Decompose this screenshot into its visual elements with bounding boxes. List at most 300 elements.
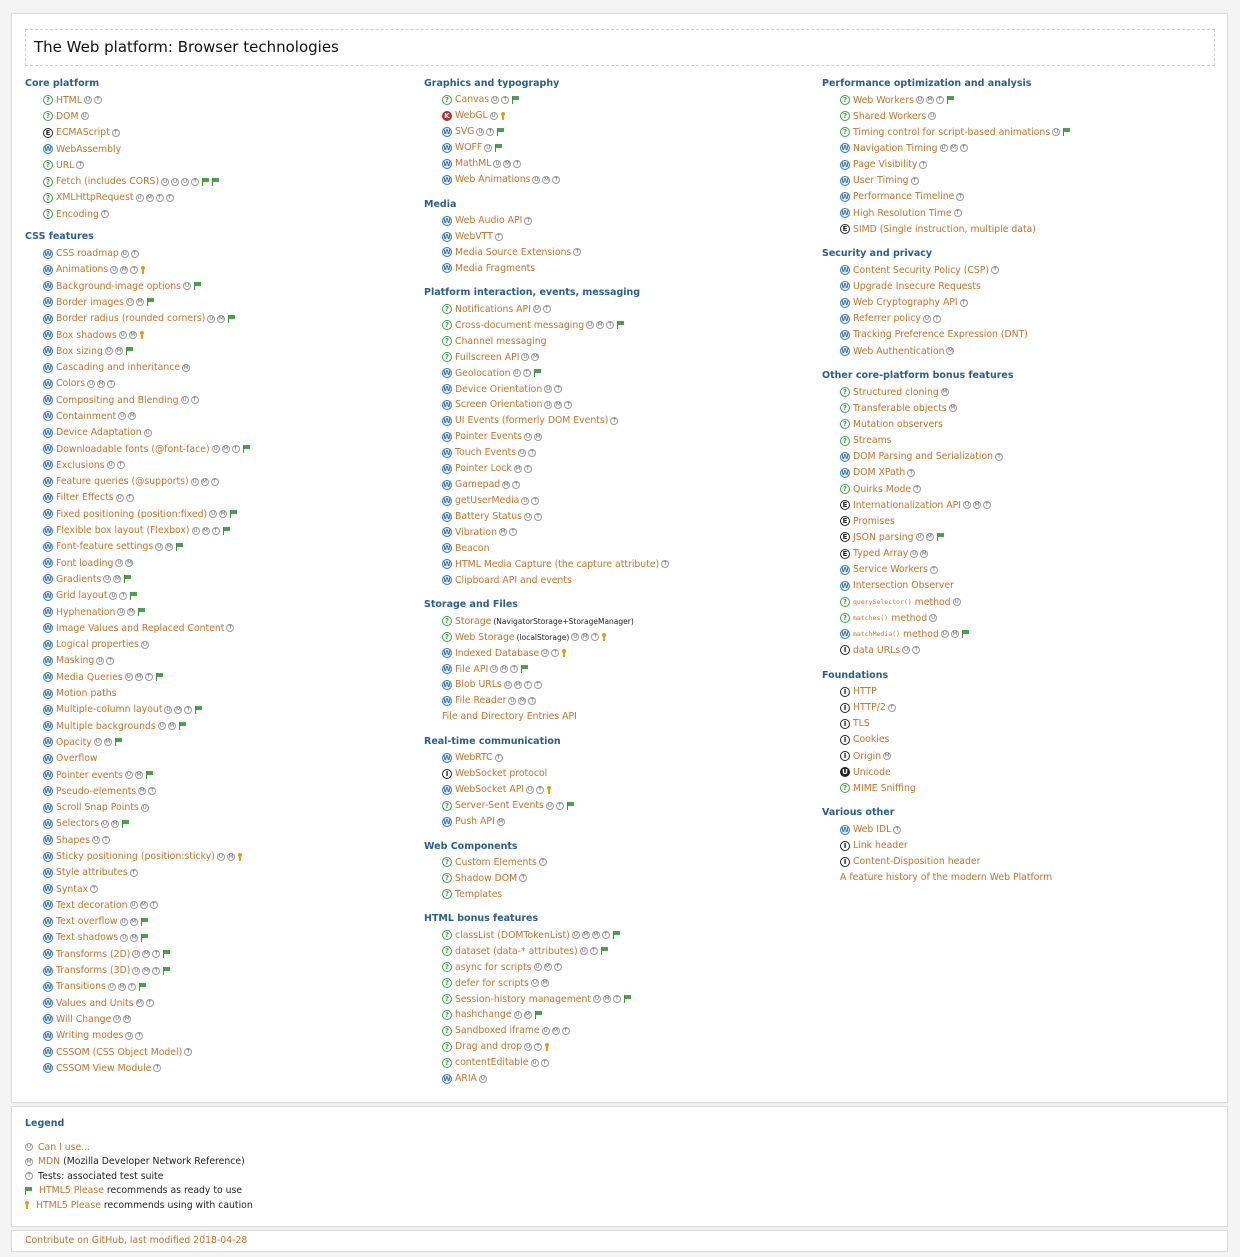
tests-icon[interactable]: T — [613, 995, 621, 1003]
feature-link[interactable]: Font loading — [56, 557, 114, 569]
mdn-icon[interactable]: M — [228, 853, 234, 860]
feature-link[interactable]: Masking — [56, 655, 95, 667]
mdn-icon[interactable]: M — [131, 918, 137, 925]
feature-link[interactable]: Channel messaging — [455, 335, 547, 347]
tests-icon[interactable]: T — [541, 1059, 549, 1067]
feature-link[interactable]: Web Animations — [455, 174, 531, 186]
tests-icon[interactable]: T — [510, 665, 518, 673]
feature-link[interactable]: Pointer events — [56, 769, 123, 781]
feature-link[interactable]: Cascading and inheritance — [56, 362, 181, 374]
feature-link[interactable]: Intersection Observer — [853, 580, 954, 592]
feature-link[interactable]: WebAssembly — [56, 143, 122, 155]
caniuse-icon[interactable]: U — [523, 497, 528, 504]
feature-link[interactable]: Beacon — [455, 542, 490, 554]
mdn-icon[interactable]: M — [144, 951, 149, 958]
caniuse-icon[interactable]: U — [218, 853, 223, 860]
caniuse-icon[interactable]: U — [127, 1032, 132, 1039]
caniuse-icon[interactable]: U — [523, 354, 528, 361]
feature-link[interactable]: Media Queries — [56, 671, 123, 683]
mdn-icon[interactable]: M — [556, 401, 561, 408]
feature-link[interactable]: SVG — [455, 126, 475, 138]
legend-link[interactable]: HTML5 Please — [36, 1199, 101, 1211]
feature-link[interactable]: Tracking Preference Expression (DNT) — [853, 329, 1028, 341]
feature-link[interactable]: Selectors — [56, 818, 100, 830]
mdn-icon[interactable]: M — [950, 405, 956, 412]
tests-icon[interactable]: T — [590, 947, 598, 955]
mdn-icon[interactable]: M — [582, 634, 588, 641]
tests-icon[interactable]: T — [131, 250, 139, 258]
caniuse-icon[interactable]: U — [193, 527, 198, 534]
mdn-icon[interactable]: M — [515, 681, 521, 688]
tests-icon[interactable]: T — [610, 417, 618, 425]
feature-link[interactable]: Templates — [455, 888, 503, 900]
tests-icon[interactable]: T — [226, 624, 234, 632]
caniuse-icon[interactable]: U — [495, 160, 500, 167]
feature-link[interactable]: Cross-document messaging — [455, 319, 585, 331]
feature-link[interactable]: File API — [455, 663, 489, 675]
caniuse-icon[interactable]: U — [510, 697, 515, 704]
caniuse-icon[interactable]: U — [588, 322, 593, 329]
feature-link[interactable]: Filter Effects — [56, 492, 114, 504]
legend-link[interactable]: MDN — [38, 1156, 61, 1168]
caniuse-icon[interactable]: U — [954, 599, 959, 605]
tests-icon[interactable]: T — [983, 501, 991, 509]
tests-icon[interactable]: T — [523, 369, 531, 377]
caniuse-icon[interactable]: U — [213, 446, 218, 453]
tests-icon[interactable]: T — [554, 963, 562, 971]
caniuse-icon[interactable]: U — [85, 97, 90, 104]
caniuse-icon[interactable]: U — [159, 723, 164, 730]
tests-icon[interactable]: T — [591, 633, 599, 641]
tests-icon[interactable]: T — [528, 697, 536, 705]
caniuse-icon[interactable]: U — [142, 641, 147, 648]
caniuse-icon[interactable]: U — [145, 429, 150, 436]
feature-link[interactable]: Overflow — [56, 753, 98, 765]
tests-icon[interactable]: T — [539, 858, 547, 866]
feature-link[interactable]: Blob URLs — [455, 679, 502, 691]
tests-icon[interactable]: T — [184, 706, 192, 714]
feature-link[interactable]: Border images — [56, 296, 124, 308]
mdn-icon[interactable]: M — [927, 97, 933, 104]
tests-icon[interactable]: T — [956, 193, 964, 201]
feature-link[interactable]: Custom Elements — [455, 856, 537, 868]
mdn-icon[interactable]: M — [137, 299, 143, 306]
feature-link[interactable]: Gradients — [56, 573, 102, 585]
feature-link[interactable]: method — [891, 612, 928, 624]
feature-link[interactable]: Mutation observers — [853, 418, 943, 430]
caniuse-icon[interactable]: U — [480, 1075, 485, 1082]
mdn-icon[interactable]: M — [169, 723, 175, 730]
tests-icon[interactable]: T — [509, 528, 517, 536]
tests-icon[interactable]: T — [524, 217, 532, 225]
caniuse-icon[interactable]: U — [520, 449, 525, 456]
caniuse-icon[interactable]: U — [942, 631, 947, 638]
tests-icon[interactable]: T — [145, 673, 153, 681]
caniuse-icon[interactable]: U — [122, 250, 127, 257]
caniuse-icon[interactable]: U — [573, 634, 578, 641]
feature-link[interactable]: Writing modes — [56, 1030, 124, 1042]
tests-icon[interactable]: T — [486, 128, 494, 136]
caniuse-icon[interactable]: U — [112, 266, 117, 273]
feature-link[interactable]: Cookies — [853, 734, 890, 746]
tests-icon[interactable]: T — [562, 1027, 570, 1035]
feature-link[interactable]: DOM Parsing and Serialization — [853, 451, 994, 463]
caniuse-icon[interactable]: U — [535, 964, 540, 971]
tests-icon[interactable]: T — [211, 478, 219, 486]
mdn-icon[interactable]: M — [129, 413, 135, 420]
tests-icon[interactable]: T — [76, 161, 84, 169]
feature-link[interactable]: Style attributes — [56, 867, 128, 879]
caniuse-icon[interactable]: U — [904, 647, 909, 654]
mdn-icon[interactable]: M — [144, 967, 149, 974]
feature-link[interactable]: Values and Units — [56, 997, 134, 1009]
feature-link[interactable]: Referrer policy — [853, 313, 921, 325]
tests-icon[interactable]: T — [911, 177, 919, 185]
caniuse-icon[interactable]: U — [930, 113, 935, 120]
caniuse-icon[interactable]: U — [134, 967, 139, 974]
feature-link[interactable]: hashchange — [455, 1009, 512, 1021]
tests-icon[interactable]: T — [135, 1032, 143, 1040]
caniuse-icon[interactable]: U — [106, 348, 111, 355]
mdn-icon[interactable]: M — [533, 354, 538, 361]
tests-icon[interactable]: T — [551, 649, 559, 657]
feature-link[interactable]: Font-feature settings — [56, 541, 154, 553]
caniuse-icon[interactable]: U — [183, 178, 188, 185]
caniuse-icon[interactable]: U — [111, 592, 116, 599]
tests-icon[interactable]: T — [933, 315, 941, 323]
mdn-icon[interactable]: M — [119, 983, 125, 990]
feature-link[interactable]: URL — [56, 159, 75, 171]
mdn-icon[interactable]: M — [951, 145, 956, 152]
caniuse-icon[interactable]: U — [532, 1059, 537, 1066]
legend-link[interactable]: HTML5 Please — [39, 1185, 104, 1197]
tests-icon[interactable]: T — [919, 161, 927, 169]
tests-icon[interactable]: T — [152, 950, 160, 958]
feature-code[interactable]: matches() — [853, 614, 889, 623]
tests-icon[interactable]: T — [534, 681, 542, 689]
feature-link[interactable]: Service Workers — [853, 564, 928, 576]
tests-icon[interactable]: T — [602, 931, 610, 939]
mdn-icon[interactable]: M — [952, 631, 958, 638]
tests-icon[interactable]: T — [112, 129, 120, 137]
mdn-icon[interactable]: M — [535, 433, 541, 440]
feature-link[interactable]: Scroll Snap Points — [56, 802, 139, 814]
mdn-icon[interactable]: M — [130, 332, 136, 338]
caniuse-icon[interactable]: U — [127, 299, 132, 306]
tests-icon[interactable]: T — [534, 1043, 542, 1051]
mdn-icon[interactable]: M — [948, 348, 953, 355]
tests-icon[interactable]: T — [146, 999, 154, 1007]
tests-icon[interactable]: T — [101, 210, 109, 218]
caniuse-icon[interactable]: U — [546, 401, 551, 408]
feature-link[interactable]: Link header — [853, 840, 908, 852]
mdn-icon[interactable]: M — [542, 980, 548, 987]
feature-link[interactable]: Streams — [853, 435, 892, 447]
feature-link[interactable]: Flexible box layout (Flexbox) — [56, 525, 190, 537]
feature-link[interactable]: Web Audio API — [455, 215, 523, 227]
feature-link[interactable]: Logical properties — [56, 639, 139, 651]
feature-link[interactable]: Sticky positioning (position:sticky) — [56, 851, 215, 862]
tests-icon[interactable]: T — [148, 787, 156, 795]
mdn-icon[interactable]: M — [139, 788, 145, 795]
feature-link[interactable]: Pointer Events — [455, 431, 523, 443]
mdn-icon[interactable]: M — [515, 465, 521, 472]
mdn-icon[interactable]: M — [116, 348, 122, 355]
tests-icon[interactable]: T — [991, 266, 999, 274]
feature-link[interactable]: Typed Array — [853, 548, 909, 560]
feature-link[interactable]: Text decoration — [56, 899, 128, 911]
feature-link[interactable]: method — [914, 596, 951, 608]
tests-icon[interactable]: T — [232, 445, 240, 453]
feature-link[interactable]: Canvas — [455, 94, 490, 106]
mdn-icon[interactable]: M — [136, 674, 142, 681]
feature-link[interactable]: contentEditable — [455, 1057, 529, 1069]
caniuse-icon[interactable]: U — [1054, 129, 1059, 136]
caniuse-icon[interactable]: U — [89, 380, 94, 387]
legend-link[interactable]: Can I use... — [38, 1141, 91, 1153]
caniuse-icon[interactable]: U — [917, 97, 922, 104]
mdn-icon[interactable]: M — [520, 697, 525, 704]
caniuse-icon[interactable]: U — [573, 932, 578, 939]
tests-icon[interactable]: T — [528, 449, 536, 457]
caniuse-icon[interactable]: U — [120, 413, 125, 420]
caniuse-icon[interactable]: U — [505, 681, 510, 688]
tests-icon[interactable]: T — [954, 209, 962, 217]
caniuse-icon[interactable]: U — [26, 1144, 32, 1151]
mdn-icon[interactable]: M — [501, 666, 507, 673]
feature-link[interactable]: Content Security Policy (CSP) — [853, 264, 990, 276]
caniuse-icon[interactable]: U — [478, 128, 483, 135]
feature-link[interactable]: data URLs — [853, 644, 901, 656]
mdn-icon[interactable]: M — [183, 364, 189, 371]
caniuse-icon[interactable]: U — [126, 674, 131, 681]
mdn-icon[interactable]: M — [176, 706, 181, 713]
feature-link[interactable]: Containment — [56, 410, 117, 422]
feature-link[interactable]: SIMD (Single instruction, multiple data) — [853, 223, 1036, 235]
feature-link[interactable]: method — [902, 628, 939, 640]
feature-link[interactable]: HTML Media Capture (the capture attribute) — [455, 558, 660, 570]
tests-icon[interactable]: T — [90, 885, 98, 893]
mdn-icon[interactable]: M — [921, 550, 927, 557]
mdn-icon[interactable]: M — [498, 818, 504, 825]
mdn-icon[interactable]: M — [147, 194, 152, 201]
caniuse-icon[interactable]: U — [941, 145, 946, 152]
caniuse-icon[interactable]: U — [532, 980, 537, 987]
feature-link[interactable]: Content-Disposition header — [853, 856, 981, 868]
mdn-icon[interactable]: M — [131, 934, 137, 941]
feature-link[interactable]: Opacity — [56, 736, 92, 748]
mdn-icon[interactable]: M — [604, 996, 610, 1003]
tests-icon[interactable]: T — [107, 380, 115, 388]
caniuse-icon[interactable]: U — [122, 934, 127, 941]
feature-link[interactable]: Vibration — [455, 526, 497, 538]
caniuse-icon[interactable]: U — [924, 315, 929, 322]
tests-icon[interactable]: T — [960, 144, 968, 152]
feature-link[interactable]: Border radius (rounded corners) — [56, 313, 206, 325]
tests-icon[interactable]: T — [661, 560, 669, 568]
tests-icon[interactable]: T — [126, 494, 134, 502]
caniuse-icon[interactable]: U — [595, 996, 600, 1003]
feature-link[interactable]: Device Orientation — [455, 383, 543, 395]
feature-link[interactable]: Downloadable fonts (@font-face) — [56, 443, 210, 455]
mdn-icon[interactable]: M — [112, 820, 118, 827]
caniuse-icon[interactable]: U — [157, 543, 162, 550]
mdn-icon[interactable]: M — [583, 932, 589, 939]
feature-link[interactable]: Shapes — [56, 834, 90, 846]
tests-icon[interactable]: T — [524, 681, 532, 689]
tests-icon[interactable]: T — [130, 266, 138, 274]
tests-icon[interactable]: T — [534, 513, 542, 521]
tests-icon[interactable]: T — [519, 874, 527, 882]
tests-icon[interactable]: T — [554, 385, 562, 393]
mdn-icon[interactable]: M — [202, 478, 207, 485]
caniuse-icon[interactable]: U — [514, 370, 519, 377]
feature-link[interactable]: Navigation Timing — [853, 142, 938, 154]
tests-icon[interactable]: T — [573, 248, 581, 256]
caniuse-icon[interactable]: U — [173, 178, 178, 185]
feature-link[interactable]: Touch Events — [455, 447, 517, 459]
caniuse-icon[interactable]: U — [103, 820, 108, 827]
feature-link[interactable]: Background-image options — [56, 280, 181, 292]
tests-icon[interactable]: T — [930, 566, 938, 574]
feature-link[interactable]: Battery Status — [455, 511, 522, 523]
caniuse-icon[interactable]: U — [182, 397, 187, 404]
caniuse-icon[interactable]: U — [525, 513, 531, 520]
feature-link[interactable]: CSSOM View Module — [56, 1062, 152, 1074]
mdn-icon[interactable]: M — [129, 609, 134, 616]
tests-icon[interactable]: T — [119, 592, 127, 600]
feature-link[interactable]: UI Events (formerly DOM Events) — [455, 415, 609, 427]
feature-link[interactable]: DOM XPath — [853, 467, 906, 479]
tests-icon[interactable]: T — [888, 704, 896, 712]
feature-link[interactable]: Clipboard API and events — [455, 574, 572, 586]
tests-icon[interactable]: T — [102, 836, 110, 844]
caniuse-icon[interactable]: U — [491, 112, 496, 119]
tests-icon[interactable]: T — [552, 176, 560, 184]
feature-link[interactable]: HTTP/2 — [853, 702, 886, 714]
mdn-icon[interactable]: M — [503, 481, 509, 488]
feature-link[interactable]: User Timing — [853, 175, 909, 187]
feature-link[interactable]: classList (DOMTokenList) — [455, 929, 570, 941]
feature-link[interactable]: WebVTT — [455, 231, 493, 243]
caniuse-icon[interactable]: U — [493, 96, 498, 103]
feature-link[interactable]: MIME Sniffing — [853, 782, 916, 794]
caniuse-icon[interactable]: U — [528, 786, 533, 793]
caniuse-icon[interactable]: U — [163, 178, 168, 185]
feature-link[interactable]: Transferable objects — [853, 402, 947, 414]
tests-icon[interactable]: T — [106, 657, 114, 665]
feature-link[interactable]: Text shadows — [56, 932, 119, 944]
feature-link[interactable]: Promises — [853, 515, 895, 527]
tests-icon[interactable]: T — [512, 481, 520, 489]
caniuse-icon[interactable]: U — [912, 550, 917, 557]
caniuse-icon[interactable]: U — [115, 1016, 120, 1023]
mdn-icon[interactable]: M — [544, 176, 549, 183]
tests-icon[interactable]: T — [117, 461, 125, 469]
mdn-icon[interactable]: M — [127, 560, 132, 567]
feature-link[interactable]: File and Directory Entries API — [442, 711, 577, 723]
tests-icon[interactable]: T — [94, 96, 102, 104]
tests-icon[interactable]: T — [543, 305, 551, 313]
mdn-icon[interactable]: M — [137, 1000, 142, 1007]
feature-link[interactable]: File Reader — [455, 695, 507, 707]
feature-link[interactable]: Multiple-column layout — [56, 704, 163, 716]
caniuse-icon[interactable]: U — [515, 1011, 520, 1018]
feature-link[interactable]: TLS — [853, 718, 870, 730]
feature-link[interactable]: Multiple backgrounds — [56, 720, 156, 732]
mdn-icon[interactable]: M — [927, 534, 932, 541]
caniuse-icon[interactable]: U — [131, 902, 136, 909]
feature-link[interactable]: Syntax — [56, 883, 89, 895]
mdn-icon[interactable]: M — [593, 932, 599, 939]
tests-icon[interactable]: T — [536, 786, 544, 794]
feature-link[interactable]: Screen Orientation — [455, 399, 543, 411]
mdn-icon[interactable]: M — [105, 739, 111, 746]
caniuse-icon[interactable]: U — [486, 144, 491, 151]
feature-link[interactable]: Geolocation — [455, 367, 511, 379]
caniuse-icon[interactable]: U — [534, 306, 539, 313]
tests-icon[interactable]: T — [995, 453, 1003, 461]
tests-icon[interactable]: T — [907, 469, 915, 477]
mdn-icon[interactable]: M — [124, 1016, 130, 1023]
feature-link[interactable]: Performance Timeline — [853, 191, 955, 203]
feature-link[interactable]: Upgrade Insecure Requests — [853, 280, 981, 292]
feature-link[interactable]: Fetch (includes CORS) — [56, 176, 160, 188]
feature-link[interactable]: Web Authentication — [853, 345, 945, 357]
feature-link[interactable]: Box shadows — [56, 329, 117, 341]
caniuse-icon[interactable]: U — [126, 772, 131, 779]
caniuse-icon[interactable]: U — [546, 386, 551, 393]
mdn-icon[interactable]: M — [220, 511, 226, 518]
caniuse-icon[interactable]: U — [119, 609, 124, 616]
caniuse-icon[interactable]: U — [109, 983, 114, 990]
mdn-icon[interactable]: M — [974, 502, 980, 509]
caniuse-icon[interactable]: U — [105, 576, 110, 583]
feature-link[interactable]: CSS roadmap — [56, 248, 119, 260]
caniuse-icon[interactable]: U — [121, 918, 126, 925]
tests-icon[interactable]: T — [152, 967, 160, 975]
feature-link[interactable]: Feature queries (@supports) — [56, 476, 189, 488]
tests-icon[interactable]: T — [25, 1172, 33, 1180]
feature-link[interactable]: DOM — [56, 110, 79, 122]
feature-link[interactable]: Pseudo-elements — [56, 785, 137, 797]
feature-link[interactable]: A feature history of the modern Web Platform — [840, 872, 1053, 884]
tests-icon[interactable]: T — [184, 1048, 192, 1056]
caniuse-icon[interactable]: U — [93, 837, 98, 844]
tests-icon[interactable]: T — [556, 802, 564, 810]
feature-link[interactable]: Transitions — [56, 981, 106, 993]
tests-icon[interactable]: T — [564, 401, 572, 409]
caniuse-icon[interactable]: U — [98, 657, 103, 664]
mdn-icon[interactable]: M — [26, 1158, 32, 1165]
caniuse-icon[interactable]: U — [166, 706, 171, 713]
feature-link[interactable]: Drag and drop — [455, 1041, 523, 1053]
feature-link[interactable]: getUserMedia — [455, 495, 520, 507]
caniuse-icon[interactable]: U — [134, 951, 139, 958]
feature-link[interactable]: Quirks Mode — [853, 483, 912, 495]
tests-icon[interactable]: T — [156, 194, 164, 202]
caniuse-icon[interactable]: U — [192, 478, 197, 485]
tests-icon[interactable]: T — [501, 96, 509, 104]
caniuse-icon[interactable]: U — [117, 494, 122, 501]
feature-link[interactable]: Shared Workers — [853, 110, 927, 122]
feature-link[interactable]: Animations — [56, 264, 109, 276]
feature-link[interactable]: Web Workers — [853, 94, 914, 106]
feature-link[interactable]: Fixed positioning (position:fixed) — [56, 508, 208, 520]
tests-icon[interactable]: T — [913, 485, 921, 493]
feature-link[interactable]: Web IDL — [853, 824, 892, 836]
feature-link[interactable]: Timing control for script-based animations — [853, 126, 1051, 138]
